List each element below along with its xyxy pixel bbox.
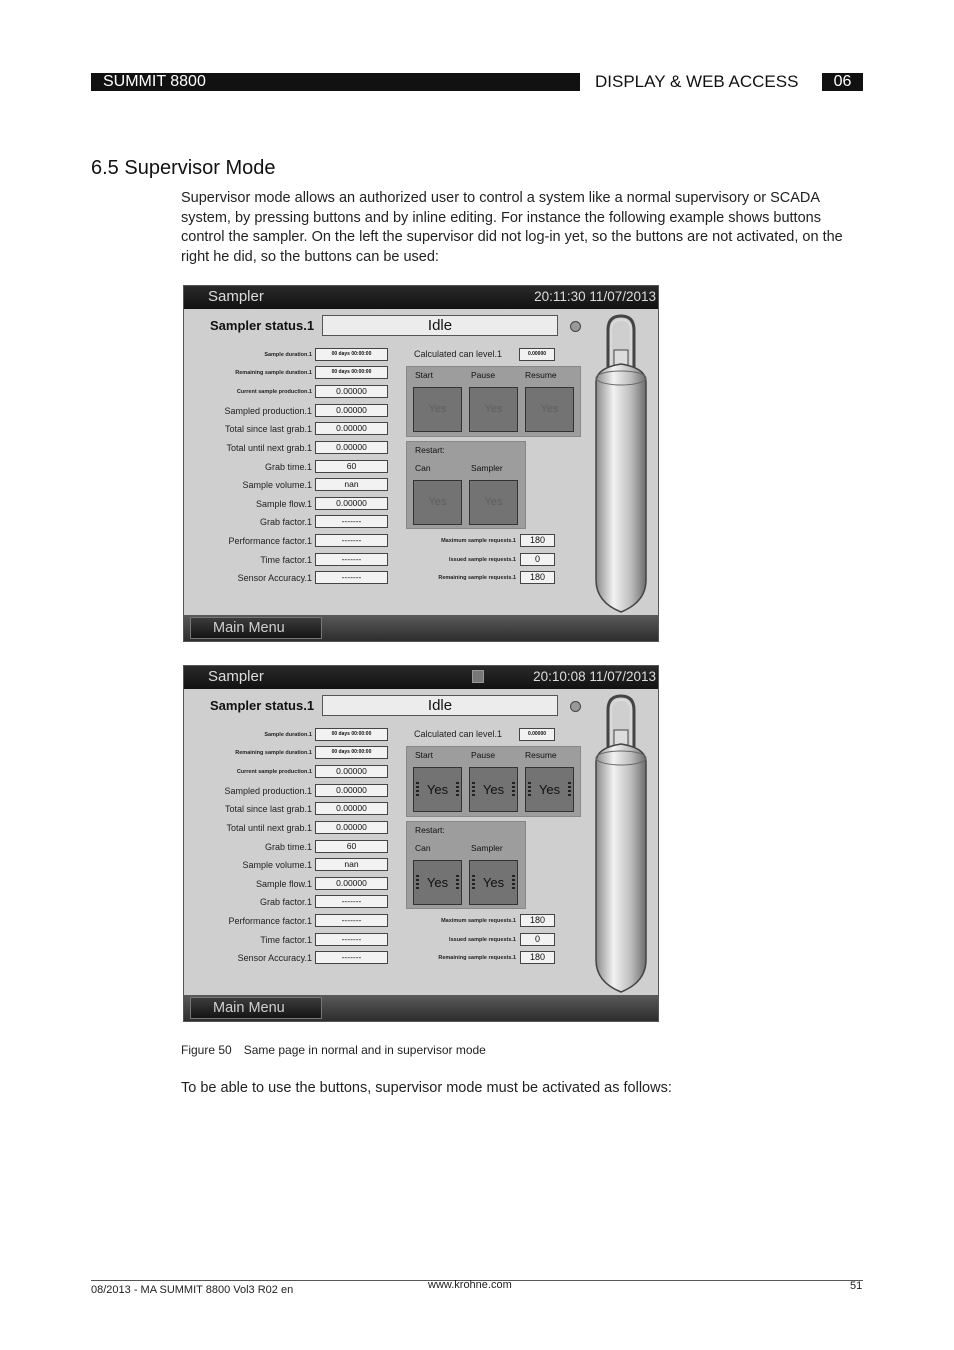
field-row [184,784,394,798]
can-level-value: 0.00000 [519,348,555,361]
sample-request-value: 0 [520,553,555,566]
pause-button[interactable]: Yes [469,767,518,812]
field-value: ------- [315,515,388,528]
field-row [184,728,394,742]
field-label: Total until next grab.1 [226,823,312,833]
field-row [184,348,394,362]
field-label: Sampled production.1 [224,786,312,796]
field-value: 60 [315,460,388,473]
start-button: Yes [413,387,462,432]
field-label: Current sample production.1 [236,769,312,775]
field-row [184,404,394,418]
screen-titlebar [184,666,658,689]
field-label: Remaining sample duration.1 [235,750,312,756]
field-row [184,877,394,891]
start-button[interactable]: Yes [413,767,462,812]
field-value: ------- [315,553,388,566]
panel-label: Sampler [471,843,503,853]
field-value[interactable]: 0.00000 [315,821,388,834]
field-value[interactable]: 00 days 00:00:00 [315,746,388,759]
field-value[interactable]: ------- [315,895,388,908]
field-row [184,895,394,909]
after-paragraph: To be able to use the buttons, supervisor mode must be activated as follows: [181,1080,672,1096]
sample-request-label: Remaining sample requests.1 [438,955,516,961]
sample-can-icon [588,312,654,614]
sampler-status-label: Sampler status.1 [210,318,315,333]
field-value: 0.00000 [315,385,388,398]
supervisor-lock-icon [472,670,484,683]
sample-request-label: Remaining sample requests.1 [438,575,516,581]
header-product: SUMMIT 8800 [91,73,580,91]
field-value: nan [315,478,388,491]
field-value: 0.00000 [315,422,388,435]
field-label: Sample volume.1 [242,860,312,870]
control-panel-start-pause-resume [406,746,581,817]
figure-caption [181,1042,486,1058]
sample-request-label: Maximum sample requests.1 [441,918,516,924]
sampler-status-value: Idle [322,315,558,336]
section-title: 6.5 Supervisor Mode [91,157,276,179]
field-row [184,515,394,529]
field-label: Grab time.1 [264,842,312,852]
field-label: Sampled production.1 [224,406,312,416]
panel-label: Can [415,843,431,853]
field-value[interactable]: 0.00000 [315,765,388,778]
field-label: Sample duration.1 [264,352,312,358]
field-label: Performance factor.1 [228,916,312,926]
field-value[interactable]: 0.00000 [315,877,388,890]
field-row [184,478,394,492]
can-level-label: Calculated can level.1 [414,349,503,359]
field-value: 0.00000 [315,497,388,510]
field-value: 00 days 00:00:00 [315,366,388,379]
field-value[interactable]: 00 days 00:00:00 [315,728,388,741]
sample-request-value[interactable]: 0 [520,933,555,946]
sample-can-icon [588,692,654,994]
field-row [184,553,394,567]
sample-request-value: 180 [520,571,555,584]
header-chapter-number: 06 [822,73,863,91]
field-row [184,366,394,380]
sample-request-value[interactable]: 180 [520,951,555,964]
sampler-screen-normal [183,285,659,642]
field-label: Time factor.1 [260,935,312,945]
field-row [184,497,394,511]
field-label: Sensor Accuracy.1 [237,953,312,963]
field-row [184,821,394,835]
field-row [184,951,394,965]
panel-label: Can [415,463,431,473]
main-menu-button[interactable]: Main Menu [190,617,322,639]
screen-clock: 20:10:08 11/07/2013 [533,669,656,684]
field-value: ------- [315,571,388,584]
panel-label: Pause [471,370,496,380]
panel-label: Pause [471,750,496,760]
field-value: 0.00000 [315,441,388,454]
field-row [184,422,394,436]
restart-sampler-button: Yes [469,480,518,525]
field-row [184,858,394,872]
field-row [184,802,394,816]
field-label: Remaining sample duration.1 [235,370,312,376]
field-value: ------- [315,534,388,547]
restart-sampler-button[interactable]: Yes [469,860,518,905]
panel-label: Sampler [471,463,503,473]
field-label: Sample flow.1 [255,499,312,509]
can-level-label: Calculated can level.1 [414,729,503,739]
figure-number: Figure 50 [181,1043,232,1057]
field-label: Time factor.1 [260,555,312,565]
footer-website: www.krohne.com [428,1279,512,1291]
status-led-icon [570,321,581,332]
field-label: Total since last grab.1 [224,804,312,814]
bottom-menu-bar [184,615,658,642]
field-value[interactable]: ------- [315,914,388,927]
restart-can-button[interactable]: Yes [413,860,462,905]
can-level-value: 0.00000 [519,728,555,741]
field-row [184,534,394,548]
status-led-icon [570,701,581,712]
field-value[interactable]: ------- [315,951,388,964]
field-label: Current sample production.1 [236,389,312,395]
field-value[interactable]: nan [315,858,388,871]
field-label: Performance factor.1 [228,536,312,546]
screen-title: Sampler [208,288,264,305]
control-panel-restart [406,821,526,909]
resume-button[interactable]: Yes [525,767,574,812]
pause-button: Yes [469,387,518,432]
field-label: Total until next grab.1 [226,443,312,453]
field-value[interactable]: 0.00000 [315,802,388,815]
sampler-status-label: Sampler status.1 [210,698,315,713]
restart-label: Restart: [415,445,445,455]
sampler-screen-supervisor [183,665,659,1022]
field-value[interactable]: 60 [315,840,388,853]
field-row [184,765,394,779]
field-row [184,571,394,585]
field-label: Sensor Accuracy.1 [237,573,312,583]
field-label: Grab factor.1 [259,897,312,907]
sample-request-value[interactable]: 180 [520,914,555,927]
field-value[interactable]: ------- [315,933,388,946]
field-label: Sample duration.1 [264,732,312,738]
field-value[interactable]: 0.00000 [315,784,388,797]
field-label: Total since last grab.1 [224,424,312,434]
sample-request-label: Issued sample requests.1 [449,937,516,943]
footer-page-number: 51 [850,1280,863,1292]
restart-label: Restart: [415,825,445,835]
field-row [184,746,394,760]
screen-titlebar [184,286,658,309]
control-panel-restart [406,441,526,529]
panel-label: Start [415,370,433,380]
main-menu-button[interactable]: Main Menu [190,997,322,1019]
field-row [184,933,394,947]
field-value: 0.00000 [315,404,388,417]
panel-label: Start [415,750,433,760]
sample-request-value: 180 [520,534,555,547]
bottom-menu-bar [184,995,658,1022]
panel-label: Resume [525,370,557,380]
field-label: Sample flow.1 [255,879,312,889]
control-panel-start-pause-resume [406,366,581,437]
field-row [184,385,394,399]
header-chapter-title: DISPLAY & WEB ACCESS [595,72,799,91]
field-row [184,441,394,455]
field-row [184,840,394,854]
sampler-status-value: Idle [322,695,558,716]
footer-document-id: 08/2013 - MA SUMMIT 8800 Vol3 R02 en [91,1284,294,1296]
field-value: 00 days 00:00:00 [315,348,388,361]
field-label: Sample volume.1 [242,480,312,490]
field-row [184,460,394,474]
restart-can-button: Yes [413,480,462,525]
panel-label: Resume [525,750,557,760]
screen-clock: 20:11:30 11/07/2013 [534,289,656,304]
resume-button: Yes [525,387,574,432]
field-row [184,914,394,928]
screen-title: Sampler [208,668,264,685]
sample-request-label: Maximum sample requests.1 [441,538,516,544]
figure-caption-text: Same page in normal and in supervisor mode [243,1043,486,1057]
field-label: Grab factor.1 [259,517,312,527]
field-label: Grab time.1 [264,462,312,472]
intro-paragraph: Supervisor mode allows an authorized user to control a system like a normal supervisory or SCADA system, by pressing buttons and by inline editing. For instance the following example shows buttons control the sampler. On the left the supervisor did not log-in yet, so the buttons are not activated, on the right he did, so the buttons can be used: [181,190,843,265]
sample-request-label: Issued sample requests.1 [449,557,516,563]
